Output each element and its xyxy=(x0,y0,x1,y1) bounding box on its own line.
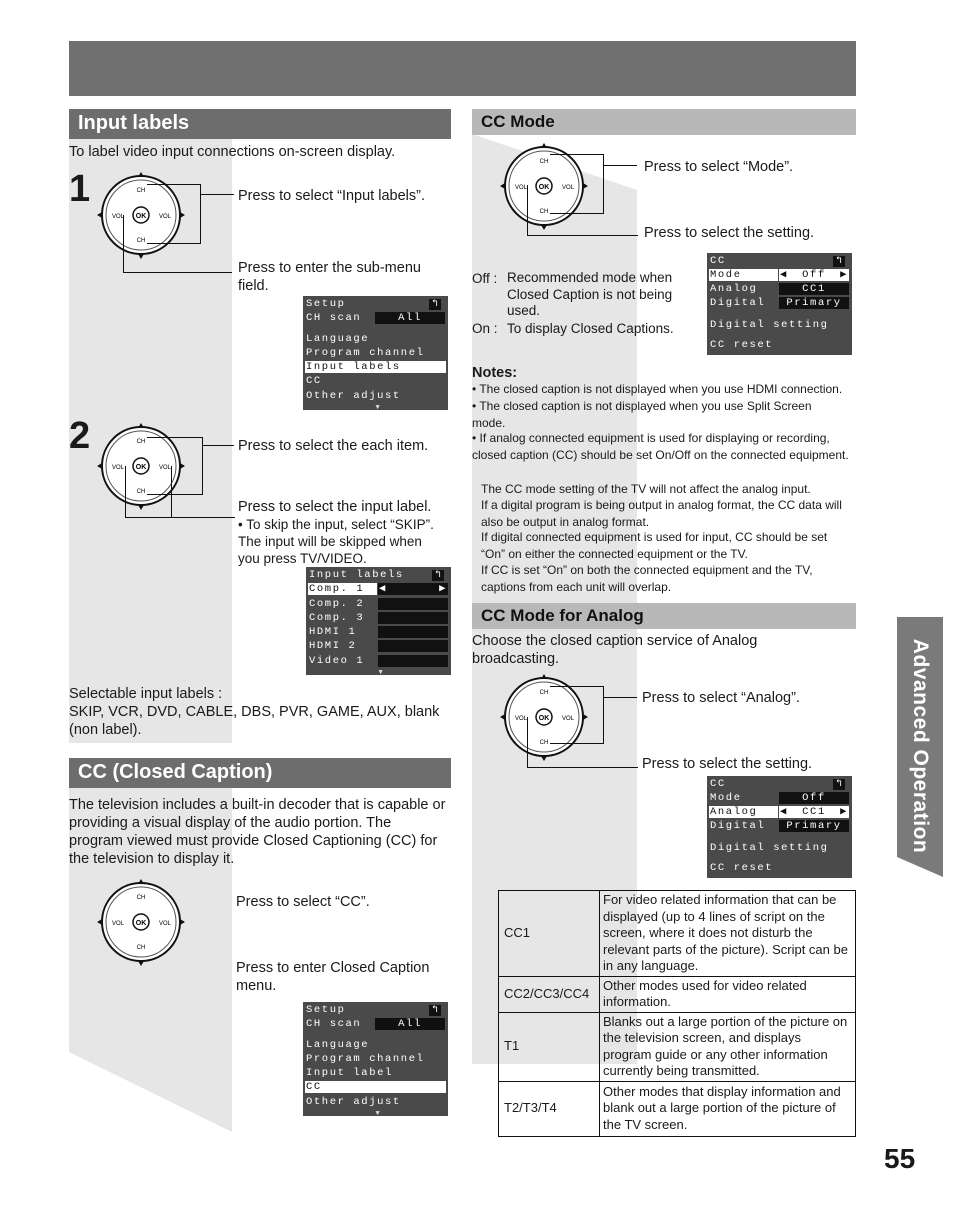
cc-analog-setting-text: Press to select the setting. xyxy=(642,756,813,772)
cc-menu-osd xyxy=(707,776,852,878)
note-more: If CC is set “On” on both the connected equipment and the TV, captions from each unit will overlap. xyxy=(481,563,813,594)
cc-body: The television includes a built-in decoder that is capable or providing a visual display of the audio portion. The program viewed must provide Closed Captioning (CC) for the television to display it. xyxy=(69,797,446,867)
note-more: If a digital program is being output in analog format, the CC data will also be output in analog format. xyxy=(481,498,842,529)
input-labels-osd xyxy=(306,567,451,675)
table-key: CC2/CC3/CC4 xyxy=(499,976,600,1012)
return-icon: ↰ xyxy=(429,1005,441,1016)
osd-value: Off xyxy=(779,792,849,804)
osd-value xyxy=(378,655,448,667)
osd-item-selected: Input labels xyxy=(305,361,446,373)
cc-mode-setting-text: Press to select the setting. xyxy=(644,225,815,241)
cc-select-text: Press to select “CC”. xyxy=(236,894,370,910)
step-1-number: 1 xyxy=(69,168,91,210)
table-desc: Blanks out a large portion of the picture on the television screen, and displays program guide or any other information currently being transmitted. xyxy=(600,1012,856,1081)
table-desc: For video related information that can be displayed (up to 4 lines of script on the screen, where it does not disturb the relevant parts of the picture). Script can be in any language. xyxy=(600,891,856,977)
osd-title: Setup xyxy=(306,1004,346,1016)
svg-text:CH: CH xyxy=(539,690,549,696)
table-key: CC1 xyxy=(499,891,600,977)
table-row xyxy=(499,1081,856,1136)
osd-item: Digital setting xyxy=(710,842,829,854)
note-more: The CC mode setting of the TV will not affect the analog input. xyxy=(481,482,811,496)
table-row xyxy=(499,891,856,977)
osd-ch-scan-value: All xyxy=(375,312,445,324)
step-2-number: 2 xyxy=(69,415,91,457)
svg-text:VOL: VOL xyxy=(158,921,172,927)
off-key: Off : xyxy=(472,271,498,286)
svg-text:VOL: VOL xyxy=(561,716,575,722)
osd-item: CC reset xyxy=(710,339,774,351)
leader-line xyxy=(171,466,235,518)
right-arrow-icon: ▶ xyxy=(840,806,848,818)
remote-control-icon xyxy=(94,877,188,971)
table-desc: Other modes used for video related information. xyxy=(600,976,856,1012)
cc-modes-table xyxy=(498,890,856,1137)
table-row xyxy=(499,976,856,1012)
svg-text:VOL: VOL xyxy=(158,465,172,471)
selectable-labels-heading: Selectable input labels : xyxy=(69,686,223,702)
osd-value: Primary xyxy=(779,820,849,832)
leader-line xyxy=(202,445,234,446)
osd-item: Analog xyxy=(710,283,758,295)
osd-value xyxy=(378,612,448,624)
osd-item-selected: Mode xyxy=(709,269,778,281)
left-arrow-icon: ◀ xyxy=(379,583,387,595)
osd-item: Input label xyxy=(306,1067,393,1079)
svg-text:CH: CH xyxy=(136,238,146,244)
return-icon: ↰ xyxy=(833,256,845,267)
osd-value xyxy=(378,640,448,652)
table-key: T2/T3/T4 xyxy=(499,1081,600,1136)
leader-line xyxy=(123,215,232,273)
osd-item: CC xyxy=(306,375,322,387)
svg-text:VOL: VOL xyxy=(111,214,125,220)
svg-text:VOL: VOL xyxy=(514,185,528,191)
svg-text:OK: OK xyxy=(135,213,147,220)
right-arrow-icon: ▶ xyxy=(439,583,447,595)
leader-line xyxy=(125,466,172,518)
left-arrow-icon: ◀ xyxy=(780,269,788,281)
osd-value xyxy=(378,598,448,610)
osd-value: CC1 xyxy=(779,283,849,295)
cc-menu-osd xyxy=(707,253,852,355)
right-arrow-icon: ▶ xyxy=(840,269,848,281)
osd-item: Language xyxy=(306,1039,370,1051)
return-icon: ↰ xyxy=(429,299,441,310)
selectable-labels-list: SKIP, VCR, DVD, CABLE, DBS, PVR, GAME, AUX, blank (non label). xyxy=(69,704,440,738)
osd-item-selected: Comp. 1 xyxy=(308,583,377,595)
on-key: On : xyxy=(472,321,498,336)
svg-text:CH: CH xyxy=(539,159,549,165)
input-labels-heading xyxy=(69,109,451,139)
svg-text:VOL: VOL xyxy=(514,716,528,722)
table-desc: Other modes that display information and blank out a large portion of the picture of the TV screen. xyxy=(600,1081,856,1136)
cc-enter-text: Press to enter Closed Caption menu. xyxy=(236,960,430,994)
svg-text:CH: CH xyxy=(136,489,146,495)
svg-text:VOL: VOL xyxy=(158,214,172,220)
return-icon: ↰ xyxy=(833,779,845,790)
osd-title: CC xyxy=(710,778,726,790)
note-item: • The closed caption is not displayed when you use HDMI connection. xyxy=(472,382,843,396)
osd-value-text: Off xyxy=(802,269,826,281)
osd-item: HDMI 1 xyxy=(309,626,357,638)
leader-line xyxy=(527,185,638,236)
osd-item: Other adjust xyxy=(306,390,401,402)
svg-text:CH: CH xyxy=(539,740,549,746)
side-tab-label: Advanced Operation xyxy=(909,638,932,854)
osd-ch-scan-value: All xyxy=(375,1018,445,1030)
svg-text:CH: CH xyxy=(539,209,549,215)
step2-input-text: Press to select the input label. xyxy=(238,499,432,515)
svg-text:OK: OK xyxy=(135,464,147,471)
osd-value-selector xyxy=(378,583,448,595)
cc-analog-heading xyxy=(472,603,856,629)
leader-line xyxy=(200,194,234,195)
note-item: • If analog connected equipment is used for displaying or recording, closed caption (CC) should be set On/Off on the connected equipment. xyxy=(472,431,849,462)
svg-text:CH: CH xyxy=(136,945,146,951)
osd-item: Program channel xyxy=(306,347,425,359)
osd-item: HDMI 2 xyxy=(309,640,357,652)
notes-title: Notes: xyxy=(472,365,518,381)
setup-menu-osd xyxy=(303,296,448,410)
osd-value-selected xyxy=(779,806,849,818)
scroll-down-icon: ▼ xyxy=(378,669,385,677)
scroll-down-icon: ▼ xyxy=(375,404,382,412)
cc-heading xyxy=(69,758,451,788)
cc-mode-select-text: Press to select “Mode”. xyxy=(644,159,794,175)
osd-value-selected xyxy=(779,269,849,281)
osd-item: Program channel xyxy=(306,1053,425,1065)
osd-item: Comp. 3 xyxy=(309,612,365,624)
page-number: 55 xyxy=(884,1143,916,1174)
on-description: To display Closed Captions. xyxy=(507,321,674,336)
osd-value: Primary xyxy=(779,297,849,309)
cc-mode-heading xyxy=(472,109,856,135)
note-more: If digital connected equipment is used for input, CC should be set “On” on either the connected equipment or the TV. xyxy=(481,530,828,561)
svg-text:CH: CH xyxy=(136,188,146,194)
osd-title: CC xyxy=(710,255,726,267)
input-labels-title: Input labels xyxy=(78,112,190,134)
left-arrow-icon: ◀ xyxy=(780,806,788,818)
svg-text:OK: OK xyxy=(135,920,147,927)
osd-item: Mode xyxy=(710,792,742,804)
svg-text:VOL: VOL xyxy=(561,185,575,191)
osd-item: Digital xyxy=(710,297,766,309)
osd-value xyxy=(378,626,448,638)
table-key: T1 xyxy=(499,1012,600,1081)
osd-item: Comp. 2 xyxy=(309,598,365,610)
note-item: • The closed caption is not displayed when you use Split Screen mode. xyxy=(472,399,812,430)
cc-mode-title: CC Mode xyxy=(481,112,555,131)
setup-menu-osd xyxy=(303,1002,448,1116)
cc-analog-intro: Choose the closed caption service of Analog broadcasting. xyxy=(472,633,758,667)
osd-ch-scan-label: CH scan xyxy=(306,1018,362,1030)
scroll-down-icon: ▼ xyxy=(375,1110,382,1118)
off-description: Recommended mode when Closed Caption is not being used. xyxy=(507,270,673,318)
svg-text:OK: OK xyxy=(538,715,550,722)
osd-item: CC reset xyxy=(710,862,774,874)
input-labels-intro: To label video input connections on-screen display. xyxy=(69,144,396,160)
svg-text:VOL: VOL xyxy=(111,921,125,927)
osd-item: Video 1 xyxy=(309,655,365,667)
osd-item-selected: CC xyxy=(305,1081,446,1093)
step1-enter-text: Press to enter the sub-menu field. xyxy=(238,260,421,294)
table-row xyxy=(499,1012,856,1081)
osd-value-text: CC1 xyxy=(802,806,826,818)
osd-ch-scan-row xyxy=(305,312,446,324)
osd-item: Digital setting xyxy=(710,319,829,331)
leader-line xyxy=(603,697,637,698)
step2-select-text: Press to select the each item. xyxy=(238,438,429,454)
leader-line xyxy=(527,717,638,768)
osd-item: Language xyxy=(306,333,370,345)
osd-item: Other adjust xyxy=(306,1096,401,1108)
step2-skip-note: • To skip the input, select “SKIP”. The input will be skipped when you press TV/VIDEO. xyxy=(238,517,434,566)
cc-title: CC (Closed Caption) xyxy=(78,761,273,783)
svg-text:OK: OK xyxy=(538,184,550,191)
osd-title: Setup xyxy=(306,298,346,310)
cc-analog-title: CC Mode for Analog xyxy=(481,606,644,625)
osd-item-selected: Analog xyxy=(709,806,778,818)
cc-analog-select-text: Press to select “Analog”. xyxy=(642,690,800,706)
osd-title: Input labels xyxy=(309,569,404,581)
svg-text:VOL: VOL xyxy=(111,465,125,471)
leader-line xyxy=(603,165,637,166)
svg-text:CH: CH xyxy=(136,439,146,445)
svg-text:CH: CH xyxy=(136,895,146,901)
osd-item: Digital xyxy=(710,820,766,832)
step1-select-text: Press to select “Input labels”. xyxy=(238,188,425,204)
return-icon: ↰ xyxy=(432,570,444,581)
page-header-bar xyxy=(69,41,856,96)
osd-ch-scan-label: CH scan xyxy=(306,312,362,324)
